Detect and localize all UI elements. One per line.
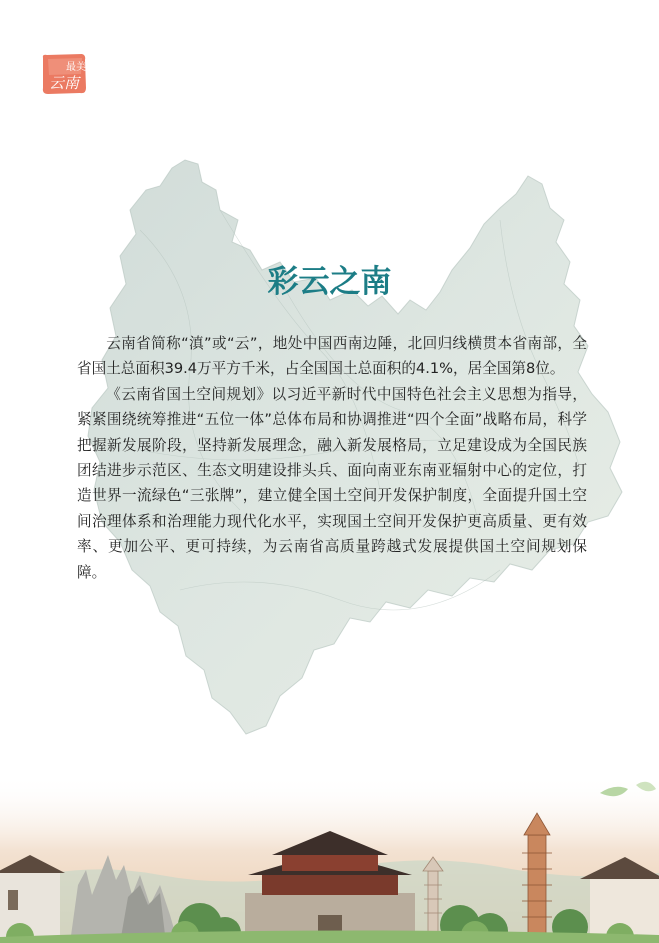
scenic-graphic [0,775,659,943]
body-text [77,331,587,585]
page-title: 彩云之南 [267,264,392,300]
logo-seal [40,52,88,96]
paragraph-1: 云南省简称“滇”或“云”，地处中国西南边陲，北回归线横贯本省南部，全省国土总面积39.4万平方千米，占全国国土总面积的4.1%，居全国第8位。 [77,335,587,378]
svg-text:最美: 最美 [66,62,86,73]
svg-text:云南: 云南 [48,74,80,92]
paragraph-2: 《云南省国土空间规划》以习近平新时代中国特色社会主义思想为指导，紧紧围绕统筹推进“五位一体”总体布局和协调推进“四个全面”战略布局，科学把握新发展阶段，坚持新发展理念，融入新发展格局，立足建设成为全国民族团结进步示范区、生态文明建设排头兵、面向南亚东南亚辐射中心的定位，打造世界一流绿色“三张牌”，建立健全国土空间开发保护制度，全面提升国土空间治理体系和治理能力现代化水平，实现国土空间开发保护更高质量、更有效率、更加公平、更可持续，为云南省高质量跨越式发展提供国土空间规划保障。 [77,385,587,581]
scenic-illustration [0,775,659,943]
seal-graphic [40,52,88,96]
